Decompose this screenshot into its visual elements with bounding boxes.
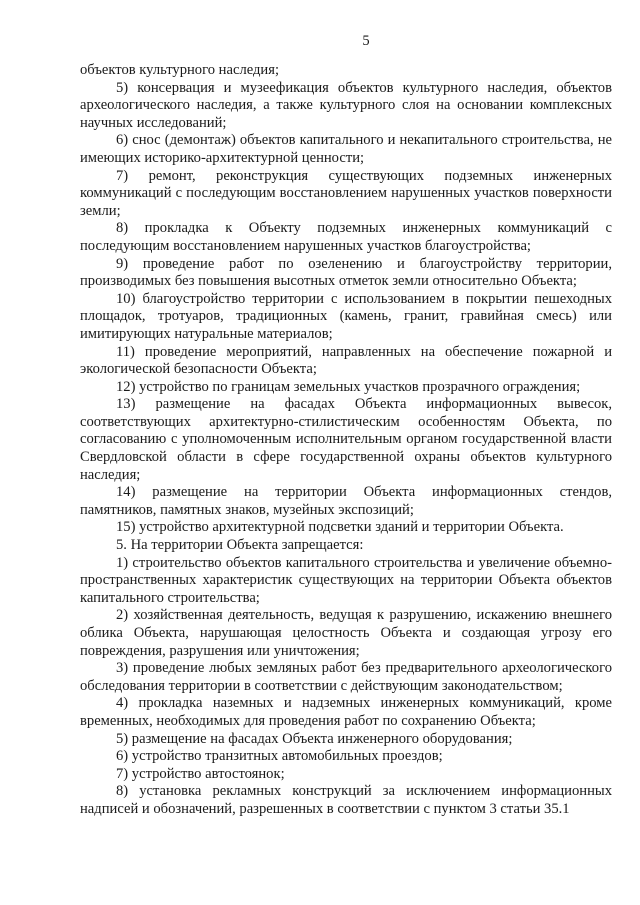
paragraph-item-10: 10) благоустройство территории с использованием в покрытии пешеходных площадок, тротуаров, традиционных (камень, гранит, гравийная смесь) или имитирующих натуральные материалов; — [80, 290, 612, 342]
prohibition-item-6: 6) устройство транзитных автомобильных проездов; — [116, 748, 443, 765]
prohibition-item-4: 4) прокладка наземных и надземных инженерных коммуникаций, кроме временных, необходимых для проведения работ по сохранению Объекта; — [80, 695, 612, 729]
paragraph-item-14: 14) размещение на территории Объекта информационных стендов, памятников, памятных знаков, музейных экспозиций; — [80, 484, 612, 518]
paragraph-item-13: 13) размещение на фасадах Объекта информационных вывесок, соответствующих архитектурно-стилистическим особенностям Объекта, по согласованию с уполномоченным исполнительным органом государственной власти Свердловской области в сфере государственной охраны объектов культурного наследия; — [80, 396, 612, 483]
prohibition-item-3: 3) проведение любых земляных работ без предварительного археологического обследования территории в соответствии с действующим законодательством; — [80, 660, 612, 694]
section-5-heading: 5. На территории Объекта запрещается: — [116, 537, 364, 554]
page-number: 5 — [362, 33, 370, 49]
prohibition-item-7: 7) устройство автостоянок; — [116, 765, 285, 782]
prohibition-item-5: 5) размещение на фасадах Объекта инженерного оборудования; — [116, 730, 513, 747]
paragraph-item-15: 15) устройство архитектурной подсветки зданий и территории Объекта. — [116, 519, 564, 536]
prohibition-item-8: 8) установка рекламных конструкций за исключением информационных надписей и обозначений, разрешенных в соответствии с пунктом 3 статьи 35.1 — [80, 783, 612, 817]
paragraph-item-12: 12) устройство по границам земельных участков прозрачного ограждения; — [116, 378, 581, 395]
paragraph-item-6: 6) снос (демонтаж) объектов капитального и некапитального строительства, не имеющих историко-архитектурной ценности; — [80, 132, 612, 166]
paragraph-continuation: объектов культурного наследия; — [80, 62, 280, 78]
paragraph-item-7: 7) ремонт, реконструкция существующих подземных инженерных коммуникаций с последующим восстановлением нарушенных участков поверхности земли; — [80, 167, 612, 219]
paragraph-item-8: 8) прокладка к Объекту подземных инженерных коммуникаций с последующим восстановлением нарушенных участков благоустройства; — [80, 220, 612, 254]
paragraph-item-9: 9) проведение работ по озеленению и благоустройству территории, производимых без повышения высотных отметок земли относительно Объекта; — [80, 255, 612, 290]
prohibition-item-2: 2) хозяйственная деятельность, ведущая к разрушению, искажению внешнего облика Объекта, нарушающая целостность Объекта и создающая угрозу его повреждения, разрушения или уничтожения; — [80, 607, 612, 659]
prohibition-item-1: 1) строительство объектов капитального строительства и увеличение объемно-пространственных характеристик существующих на территории Объекта объектов капитального строительства; — [80, 554, 612, 606]
document-body — [80, 62, 612, 819]
paragraph-item-5: 5) консервация и музеефикация объектов культурного наследия, объектов археологического наследия, а также культурного слоя на основании комплексных научных исследований; — [80, 79, 612, 131]
paragraph-item-11: 11) проведение мероприятий, направленных на обеспечение пожарной и экологической безопасности Объекта; — [80, 343, 612, 378]
